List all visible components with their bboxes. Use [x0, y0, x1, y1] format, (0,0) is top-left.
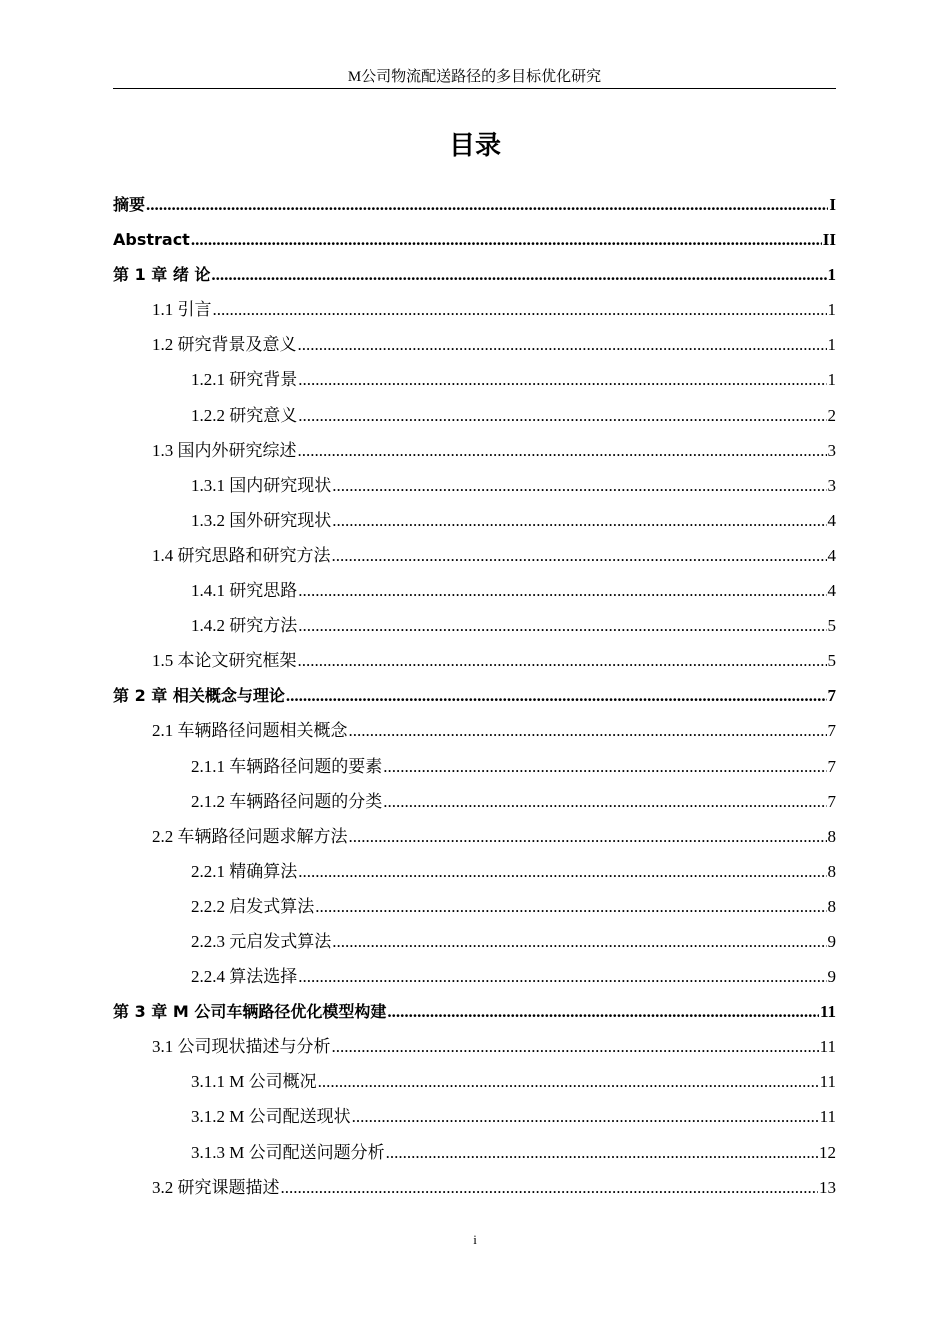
toc-entry-page: 8	[827, 861, 836, 881]
toc-entry-page: 9	[827, 967, 836, 987]
toc-entry-title: 2.1.1 车辆路径问题的要素	[191, 756, 383, 776]
running-header: M公司物流配送路径的多目标优化研究	[113, 66, 836, 89]
toc-entry-title: 3.1 公司现状描述与分析	[152, 1037, 331, 1057]
toc-entry-page: 1	[827, 265, 836, 285]
toc-entry[interactable]	[113, 643, 836, 678]
toc-entry-page: 9	[827, 931, 836, 951]
dot-leader	[383, 784, 826, 819]
toc-entry-title: 1.3.1 国内研究现状	[191, 475, 332, 495]
dot-leader	[191, 222, 822, 257]
toc-entry[interactable]	[113, 959, 836, 994]
toc-entry[interactable]	[113, 1029, 836, 1064]
toc-entry-page: 1	[827, 335, 836, 355]
dot-leader	[332, 503, 826, 538]
toc-entry[interactable]	[113, 222, 836, 257]
dot-leader	[349, 819, 827, 854]
toc-entry[interactable]	[113, 538, 836, 573]
toc-entry-title: Abstract	[113, 230, 190, 250]
toc-entry[interactable]	[113, 433, 836, 468]
toc-entry-title: 2.2.3 元启发式算法	[191, 931, 332, 951]
toc-entry-title: 2.2 车辆路径问题求解方法	[152, 826, 348, 846]
toc-entry-page: 11	[819, 1072, 836, 1092]
page-number: i	[473, 1232, 477, 1247]
toc-entry-page: 4	[827, 510, 836, 530]
toc-entry-page: 7	[827, 756, 836, 776]
toc-entry-page: 8	[827, 896, 836, 916]
toc-entry-title: 第 1 章 绪 论	[113, 265, 211, 285]
toc-entry-page: 3	[827, 475, 836, 495]
dot-leader	[315, 889, 826, 924]
toc-entry-title: 1.4.2 研究方法	[191, 616, 298, 636]
toc-entry[interactable]	[113, 327, 836, 362]
toc-entry[interactable]	[113, 1135, 836, 1170]
dot-leader	[298, 398, 826, 433]
toc-entry-title: 1.2.1 研究背景	[191, 370, 298, 390]
toc-entry-page: II	[822, 230, 836, 250]
dot-leader	[386, 1135, 818, 1170]
toc-entry-title: 第 2 章 相关概念与理论	[113, 686, 285, 706]
dot-leader	[286, 678, 827, 713]
toc-entry-page: 11	[819, 1002, 836, 1022]
toc-entry[interactable]	[113, 292, 836, 327]
dot-leader	[146, 187, 828, 222]
toc-entry-page: 13	[819, 1177, 836, 1197]
toc-entry-page: 5	[827, 651, 836, 671]
dot-leader	[298, 608, 826, 643]
dot-leader	[387, 994, 819, 1029]
dot-leader	[318, 1064, 819, 1099]
toc-entry-page: 7	[827, 721, 836, 741]
toc-entry[interactable]	[113, 1099, 836, 1134]
toc-entry-title: 1.2.2 研究意义	[191, 405, 298, 425]
dot-leader	[211, 257, 826, 292]
toc-entry-title: 1.3.2 国外研究现状	[191, 510, 332, 530]
toc-entry-title: 1.5 本论文研究框架	[152, 651, 297, 671]
toc-entry-title: 1.4.1 研究思路	[191, 581, 298, 601]
toc-entry-page: 7	[827, 791, 836, 811]
dot-leader	[298, 433, 827, 468]
toc-entry-title: 1.2 研究背景及意义	[152, 335, 297, 355]
toc-entry[interactable]	[113, 749, 836, 784]
toc-entry-title: 2.1.2 车辆路径问题的分类	[191, 791, 383, 811]
toc-entry[interactable]	[113, 1170, 836, 1205]
toc-entry[interactable]	[113, 608, 836, 643]
toc-entry-title: 2.1 车辆路径问题相关概念	[152, 721, 348, 741]
toc-entry[interactable]	[113, 362, 836, 397]
dot-leader	[213, 292, 827, 327]
toc-entry-page: 12	[819, 1142, 836, 1162]
toc-entry[interactable]	[113, 1064, 836, 1099]
toc-entry-title: 1.3 国内外研究综述	[152, 440, 297, 460]
toc-entry-page: 1	[827, 300, 836, 320]
toc-entry-page: 7	[827, 686, 836, 706]
dot-leader	[332, 924, 826, 959]
dot-leader	[349, 713, 827, 748]
toc-entry[interactable]	[113, 187, 836, 222]
dot-leader	[298, 643, 827, 678]
dot-leader	[281, 1170, 819, 1205]
toc-entry[interactable]	[113, 924, 836, 959]
table-of-contents	[113, 187, 836, 1205]
toc-entry-page: 5	[827, 616, 836, 636]
toc-entry[interactable]	[113, 784, 836, 819]
toc-entry[interactable]	[113, 678, 836, 713]
toc-entry-page: 3	[827, 440, 836, 460]
dot-leader	[298, 573, 826, 608]
toc-entry-title: 第 3 章 M 公司车辆路径优化模型构建	[113, 1002, 387, 1022]
dot-leader	[383, 749, 826, 784]
dot-leader	[298, 959, 826, 994]
toc-entry-page: 11	[819, 1107, 836, 1127]
toc-entry-title: 3.1.3 M 公司配送问题分析	[191, 1142, 385, 1162]
toc-entry[interactable]	[113, 468, 836, 503]
toc-entry-page: I	[829, 195, 836, 214]
toc-entry-page: 8	[827, 826, 836, 846]
toc-entry-title: 1.4 研究思路和研究方法	[152, 545, 331, 565]
page-title: 目录	[448, 131, 501, 161]
toc-entry-title: 3.1.1 M 公司概况	[191, 1072, 317, 1092]
toc-entry-page: 1	[827, 370, 836, 390]
toc-entry-title: 3.1.2 M 公司配送现状	[191, 1107, 351, 1127]
toc-entry-title: 2.2.4 算法选择	[191, 967, 298, 987]
toc-entry[interactable]	[113, 713, 836, 748]
toc-entry[interactable]	[113, 573, 836, 608]
toc-entry[interactable]	[113, 819, 836, 854]
toc-entry-page: 4	[827, 545, 836, 565]
dot-leader	[352, 1099, 819, 1134]
toc-entry-title: 3.2 研究课题描述	[152, 1177, 280, 1197]
toc-entry[interactable]	[113, 854, 836, 889]
toc-entry-page: 11	[819, 1037, 836, 1057]
toc-entry-title: 2.2.2 启发式算法	[191, 896, 315, 916]
toc-entry[interactable]	[113, 257, 836, 292]
toc-entry[interactable]	[113, 398, 836, 433]
toc-entry-page: 4	[827, 581, 836, 601]
dot-leader	[332, 1029, 819, 1064]
toc-entry-title: 2.2.1 精确算法	[191, 861, 298, 881]
dot-leader	[298, 362, 826, 397]
toc-entry[interactable]	[113, 503, 836, 538]
dot-leader	[298, 327, 827, 362]
toc-entry[interactable]	[113, 994, 836, 1029]
toc-entry-title: 1.1 引言	[152, 300, 212, 320]
toc-entry-title: 摘要	[113, 195, 146, 214]
dot-leader	[332, 538, 827, 573]
toc-entry[interactable]	[113, 889, 836, 924]
dot-leader	[332, 468, 826, 503]
dot-leader	[298, 854, 826, 889]
toc-entry-page: 2	[827, 405, 836, 425]
